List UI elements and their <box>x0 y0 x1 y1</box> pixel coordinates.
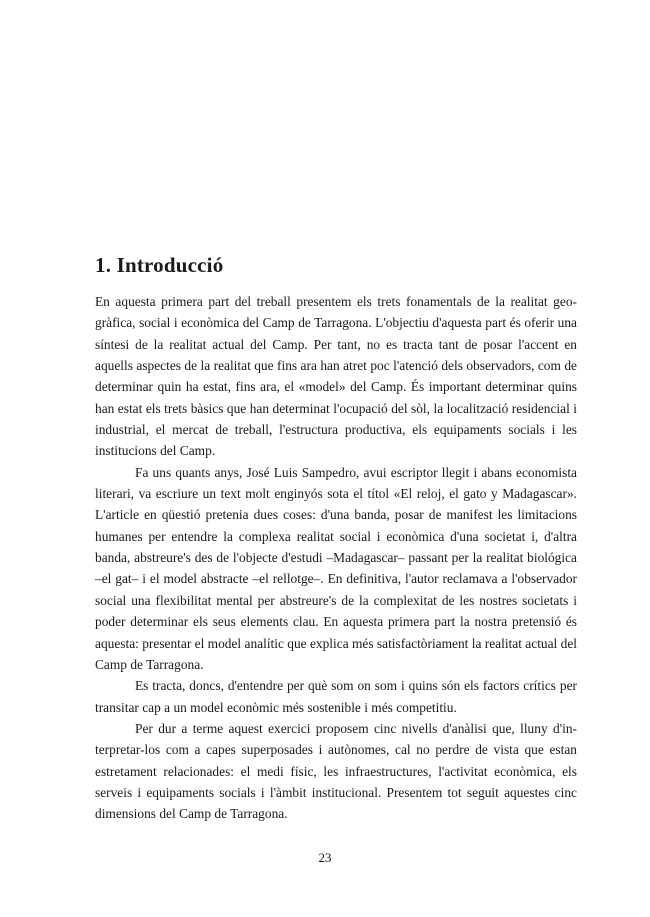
paragraph-1: En aquesta primera part del treball presentem els trets fonamentals de la realitat geogràfica, social i econòmica del Camp de Tarragona. L'objectiu d'aquesta part és oferir una síntesi de la realitat actual del Camp. Per tant, no es tracta tant de posar l'accent en aquells aspectes de la realitat que fins ara han atret poc l'atenció dels observadors, com de determinar quin ha estat, fins ara, el «model» del Camp. És important determinar quins han estat els trets bàsics que han determinat l'ocupació del sòl, la localització residencial i industrial, el mercat de treball, l'estructura productiva, els equipaments socials i les institucions del Camp. <box>95 294 577 459</box>
paragraph-3: Es tracta, doncs, d'entendre per què som on som i quins són els factors crítics per transitar cap a un model econòmic més sostenible i més competitiu. <box>95 678 577 715</box>
page-number: 23 <box>318 850 332 865</box>
body-text <box>95 291 577 825</box>
chapter-title: 1. Introducció <box>95 253 224 277</box>
paragraph-4: Per dur a terme aquest exercici proposem cinc nivells d'anàlisi que, lluny d'interpretar-los com a capes superposades i autònomes, cal no perdre de vista que estan estretament relacionades: el medi físic, les infraestructures, l'activitat econòmica, els serveis i equipaments socials i l'àmbit institucional. Presentem tot seguit aquestes cinc dimensions del Camp de Tarragona. <box>95 720 577 822</box>
paragraph-2: Fa uns quants anys, José Luis Sampedro, avui escriptor llegit i abans economista literari, va escriure un text molt enginyós sota el títol «El reloj, el gato y Madagascar». L'article en qüestió pretenia dues coses: d'una banda, posar de manifest les limitacions humanes per entendre la complexa realitat social i econòmica d'una societat i, d'altra banda, abstreure's des de l'objecte d'estudi –Madagascar– passant per la realitat biológica –el gat– i el model abstracte –el rellotge–. En definitiva, l'autor reclamava a l'observador social una flexibilitat mental per abstreure's de la complexitat de les nostres societats i poder determinar els seus elements clau. En aquesta primera part la nostra pretensió és aquesta: presentar el model analític que explica més satisfactòriament la realitat actual del Camp de Tarragona. <box>95 464 577 672</box>
